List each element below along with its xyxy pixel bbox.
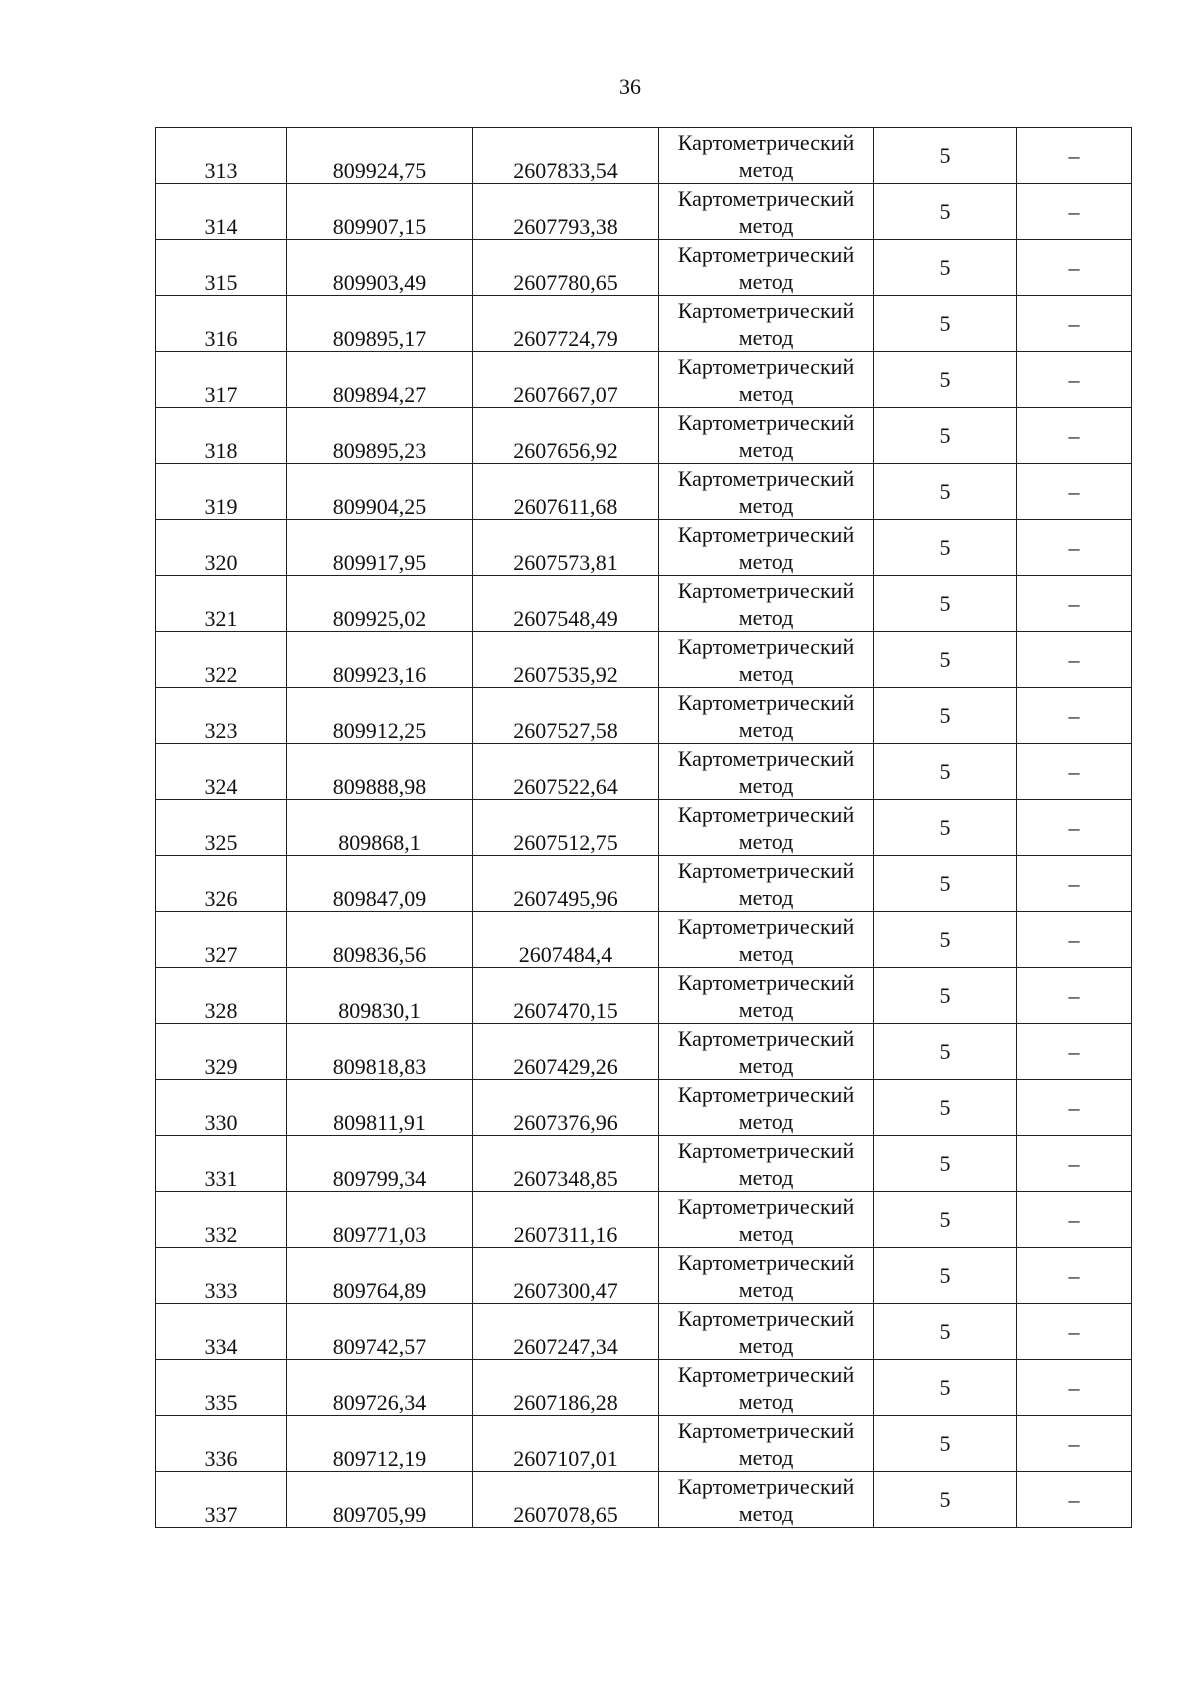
- y-coordinate-cell: 2607311,16: [473, 1192, 659, 1248]
- method-line-1: Картометрический: [677, 1249, 855, 1275]
- method-cell: [659, 632, 874, 688]
- point-number-cell: 337: [156, 1472, 287, 1528]
- table-row: [156, 1416, 1132, 1472]
- method-line-1: Картометрический: [677, 1193, 855, 1219]
- method-line-2: метод: [738, 1388, 794, 1414]
- page-number: 36: [619, 74, 641, 99]
- accuracy-cell: 5: [874, 1304, 1017, 1360]
- method-line-1: Картометрический: [677, 1473, 855, 1499]
- method-line-2: метод: [738, 324, 794, 350]
- method-line-2: метод: [738, 940, 794, 966]
- table-row: [156, 128, 1132, 184]
- accuracy-cell: 5: [874, 128, 1017, 184]
- y-coordinate-cell: 2607376,96: [473, 1080, 659, 1136]
- accuracy-cell: 5: [874, 464, 1017, 520]
- y-coordinate-cell: 2607548,49: [473, 576, 659, 632]
- x-coordinate-cell: 809904,25: [287, 464, 473, 520]
- method-line-2: метод: [738, 716, 794, 742]
- method-cell: [659, 464, 874, 520]
- table-row: [156, 1304, 1132, 1360]
- accuracy-cell: 5: [874, 1080, 1017, 1136]
- y-coordinate-cell: 2607667,07: [473, 352, 659, 408]
- method-line-1: Картометрический: [677, 577, 855, 603]
- table-row: [156, 408, 1132, 464]
- note-cell: –: [1017, 1024, 1132, 1080]
- method-cell: [659, 1472, 874, 1528]
- method-line-1: Картометрический: [677, 1137, 855, 1163]
- point-number-cell: 327: [156, 912, 287, 968]
- note-cell: –: [1017, 1080, 1132, 1136]
- accuracy-cell: 5: [874, 520, 1017, 576]
- accuracy-cell: 5: [874, 800, 1017, 856]
- note-cell: –: [1017, 128, 1132, 184]
- method-line-1: Картометрический: [677, 185, 855, 211]
- point-number-cell: 318: [156, 408, 287, 464]
- method-cell: [659, 856, 874, 912]
- table-row: [156, 912, 1132, 968]
- table-row: [156, 520, 1132, 576]
- table-row: [156, 632, 1132, 688]
- x-coordinate-cell: 809847,09: [287, 856, 473, 912]
- table-row: [156, 856, 1132, 912]
- method-cell: [659, 184, 874, 240]
- y-coordinate-cell: 2607078,65: [473, 1472, 659, 1528]
- method-cell: [659, 1304, 874, 1360]
- note-cell: –: [1017, 688, 1132, 744]
- note-cell: –: [1017, 1416, 1132, 1472]
- accuracy-cell: 5: [874, 408, 1017, 464]
- y-coordinate-cell: 2607522,64: [473, 744, 659, 800]
- method-cell: [659, 128, 874, 184]
- coordinates-table: [155, 127, 1132, 1528]
- table-row: [156, 296, 1132, 352]
- method-line-2: метод: [738, 380, 794, 406]
- method-cell: [659, 1024, 874, 1080]
- note-cell: –: [1017, 800, 1132, 856]
- method-cell: [659, 1416, 874, 1472]
- x-coordinate-cell: 809888,98: [287, 744, 473, 800]
- note-cell: –: [1017, 1192, 1132, 1248]
- accuracy-cell: 5: [874, 1472, 1017, 1528]
- point-number-cell: 325: [156, 800, 287, 856]
- table-row: [156, 352, 1132, 408]
- table-row: [156, 1136, 1132, 1192]
- x-coordinate-cell: 809907,15: [287, 184, 473, 240]
- accuracy-cell: 5: [874, 1248, 1017, 1304]
- method-line-1: Картометрический: [677, 465, 855, 491]
- accuracy-cell: 5: [874, 296, 1017, 352]
- x-coordinate-cell: 809895,23: [287, 408, 473, 464]
- x-coordinate-cell: 809912,25: [287, 688, 473, 744]
- x-coordinate-cell: 809836,56: [287, 912, 473, 968]
- method-line-1: Картометрический: [677, 297, 855, 323]
- method-line-2: метод: [738, 884, 794, 910]
- x-coordinate-cell: 809895,17: [287, 296, 473, 352]
- note-cell: –: [1017, 1136, 1132, 1192]
- method-line-1: Картометрический: [677, 969, 855, 995]
- note-cell: –: [1017, 520, 1132, 576]
- method-cell: [659, 1360, 874, 1416]
- method-line-1: Картометрический: [677, 801, 855, 827]
- point-number-cell: 331: [156, 1136, 287, 1192]
- y-coordinate-cell: 2607300,47: [473, 1248, 659, 1304]
- note-cell: –: [1017, 1304, 1132, 1360]
- method-line-1: Картометрический: [677, 745, 855, 771]
- y-coordinate-cell: 2607495,96: [473, 856, 659, 912]
- point-number-cell: 313: [156, 128, 287, 184]
- y-coordinate-cell: 2607573,81: [473, 520, 659, 576]
- table-row: [156, 1192, 1132, 1248]
- accuracy-cell: 5: [874, 1416, 1017, 1472]
- method-line-1: Картометрический: [677, 1025, 855, 1051]
- method-line-2: метод: [738, 1220, 794, 1246]
- note-cell: –: [1017, 632, 1132, 688]
- table-row: [156, 576, 1132, 632]
- y-coordinate-cell: 2607247,34: [473, 1304, 659, 1360]
- x-coordinate-cell: 809894,27: [287, 352, 473, 408]
- point-number-cell: 324: [156, 744, 287, 800]
- method-line-2: метод: [738, 1500, 794, 1526]
- method-cell: [659, 800, 874, 856]
- point-number-cell: 319: [156, 464, 287, 520]
- method-line-1: Картометрический: [677, 857, 855, 883]
- accuracy-cell: 5: [874, 352, 1017, 408]
- method-line-2: метод: [738, 828, 794, 854]
- point-number-cell: 320: [156, 520, 287, 576]
- method-cell: [659, 688, 874, 744]
- method-line-2: метод: [738, 660, 794, 686]
- method-line-2: метод: [738, 1332, 794, 1358]
- y-coordinate-cell: 2607724,79: [473, 296, 659, 352]
- method-line-2: метод: [738, 772, 794, 798]
- method-line-1: Картометрический: [677, 1305, 855, 1331]
- x-coordinate-cell: 809924,75: [287, 128, 473, 184]
- x-coordinate-cell: 809799,34: [287, 1136, 473, 1192]
- method-cell: [659, 1136, 874, 1192]
- method-line-1: Картометрический: [677, 521, 855, 547]
- method-cell: [659, 240, 874, 296]
- method-line-2: метод: [738, 1108, 794, 1134]
- method-cell: [659, 912, 874, 968]
- y-coordinate-cell: 2607780,65: [473, 240, 659, 296]
- method-cell: [659, 576, 874, 632]
- method-line-2: метод: [738, 996, 794, 1022]
- note-cell: –: [1017, 912, 1132, 968]
- note-cell: –: [1017, 1248, 1132, 1304]
- method-line-2: метод: [738, 156, 794, 182]
- accuracy-cell: 5: [874, 1136, 1017, 1192]
- x-coordinate-cell: 809917,95: [287, 520, 473, 576]
- point-number-cell: 333: [156, 1248, 287, 1304]
- method-cell: [659, 744, 874, 800]
- note-cell: –: [1017, 184, 1132, 240]
- y-coordinate-cell: 2607186,28: [473, 1360, 659, 1416]
- y-coordinate-cell: 2607793,38: [473, 184, 659, 240]
- note-cell: –: [1017, 240, 1132, 296]
- method-line-1: Картометрический: [677, 1417, 855, 1443]
- method-line-1: Картометрический: [677, 689, 855, 715]
- point-number-cell: 330: [156, 1080, 287, 1136]
- x-coordinate-cell: 809903,49: [287, 240, 473, 296]
- method-line-1: Картометрический: [677, 633, 855, 659]
- x-coordinate-cell: 809712,19: [287, 1416, 473, 1472]
- note-cell: –: [1017, 576, 1132, 632]
- x-coordinate-cell: 809830,1: [287, 968, 473, 1024]
- accuracy-cell: 5: [874, 912, 1017, 968]
- x-coordinate-cell: 809811,91: [287, 1080, 473, 1136]
- y-coordinate-cell: 2607527,58: [473, 688, 659, 744]
- method-line-2: метод: [738, 268, 794, 294]
- method-line-2: метод: [738, 1276, 794, 1302]
- accuracy-cell: 5: [874, 688, 1017, 744]
- accuracy-cell: 5: [874, 968, 1017, 1024]
- y-coordinate-cell: 2607484,4: [473, 912, 659, 968]
- y-coordinate-cell: 2607512,75: [473, 800, 659, 856]
- method-line-1: Картометрический: [677, 1081, 855, 1107]
- method-line-1: Картометрический: [677, 409, 855, 435]
- point-number-cell: 326: [156, 856, 287, 912]
- method-line-2: метод: [738, 548, 794, 574]
- method-line-1: Картометрический: [677, 241, 855, 267]
- method-line-2: метод: [738, 1164, 794, 1190]
- note-cell: –: [1017, 352, 1132, 408]
- point-number-cell: 321: [156, 576, 287, 632]
- method-line-1: Картометрический: [677, 353, 855, 379]
- note-cell: –: [1017, 296, 1132, 352]
- y-coordinate-cell: 2607107,01: [473, 1416, 659, 1472]
- method-line-2: метод: [738, 1052, 794, 1078]
- table-row: [156, 1248, 1132, 1304]
- point-number-cell: 336: [156, 1416, 287, 1472]
- method-line-2: метод: [738, 436, 794, 462]
- accuracy-cell: 5: [874, 184, 1017, 240]
- x-coordinate-cell: 809923,16: [287, 632, 473, 688]
- accuracy-cell: 5: [874, 856, 1017, 912]
- method-cell: [659, 408, 874, 464]
- x-coordinate-cell: 809726,34: [287, 1360, 473, 1416]
- method-line-1: Картометрический: [677, 1361, 855, 1387]
- table-row: [156, 464, 1132, 520]
- x-coordinate-cell: 809705,99: [287, 1472, 473, 1528]
- table-row: [156, 744, 1132, 800]
- method-cell: [659, 352, 874, 408]
- method-cell: [659, 296, 874, 352]
- y-coordinate-cell: 2607535,92: [473, 632, 659, 688]
- note-cell: –: [1017, 464, 1132, 520]
- table-row: [156, 1472, 1132, 1528]
- accuracy-cell: 5: [874, 576, 1017, 632]
- method-line-1: Картометрический: [677, 129, 855, 155]
- accuracy-cell: 5: [874, 1360, 1017, 1416]
- method-cell: [659, 1080, 874, 1136]
- method-line-2: метод: [738, 1444, 794, 1470]
- note-cell: –: [1017, 1472, 1132, 1528]
- method-line-2: метод: [738, 604, 794, 630]
- note-cell: –: [1017, 408, 1132, 464]
- y-coordinate-cell: 2607833,54: [473, 128, 659, 184]
- point-number-cell: 314: [156, 184, 287, 240]
- table-row: [156, 968, 1132, 1024]
- accuracy-cell: 5: [874, 1192, 1017, 1248]
- table-row: [156, 800, 1132, 856]
- table-row: [156, 688, 1132, 744]
- point-number-cell: 316: [156, 296, 287, 352]
- x-coordinate-cell: 809818,83: [287, 1024, 473, 1080]
- note-cell: –: [1017, 856, 1132, 912]
- coordinates-table-body: [156, 128, 1132, 1528]
- table-row: [156, 1024, 1132, 1080]
- y-coordinate-cell: 2607470,15: [473, 968, 659, 1024]
- x-coordinate-cell: 809868,1: [287, 800, 473, 856]
- point-number-cell: 323: [156, 688, 287, 744]
- y-coordinate-cell: 2607611,68: [473, 464, 659, 520]
- x-coordinate-cell: 809764,89: [287, 1248, 473, 1304]
- method-line-1: Картометрический: [677, 913, 855, 939]
- x-coordinate-cell: 809771,03: [287, 1192, 473, 1248]
- note-cell: –: [1017, 968, 1132, 1024]
- x-coordinate-cell: 809742,57: [287, 1304, 473, 1360]
- note-cell: –: [1017, 1360, 1132, 1416]
- method-line-2: метод: [738, 492, 794, 518]
- table-row: [156, 184, 1132, 240]
- point-number-cell: 315: [156, 240, 287, 296]
- accuracy-cell: 5: [874, 632, 1017, 688]
- y-coordinate-cell: 2607429,26: [473, 1024, 659, 1080]
- note-cell: –: [1017, 744, 1132, 800]
- x-coordinate-cell: 809925,02: [287, 576, 473, 632]
- accuracy-cell: 5: [874, 1024, 1017, 1080]
- method-cell: [659, 968, 874, 1024]
- point-number-cell: 332: [156, 1192, 287, 1248]
- method-cell: [659, 1192, 874, 1248]
- point-number-cell: 317: [156, 352, 287, 408]
- point-number-cell: 335: [156, 1360, 287, 1416]
- table-row: [156, 1080, 1132, 1136]
- point-number-cell: 328: [156, 968, 287, 1024]
- point-number-cell: 334: [156, 1304, 287, 1360]
- method-cell: [659, 520, 874, 576]
- method-cell: [659, 1248, 874, 1304]
- table-row: [156, 1360, 1132, 1416]
- table-row: [156, 240, 1132, 296]
- method-line-2: метод: [738, 212, 794, 238]
- accuracy-cell: 5: [874, 240, 1017, 296]
- y-coordinate-cell: 2607348,85: [473, 1136, 659, 1192]
- accuracy-cell: 5: [874, 744, 1017, 800]
- y-coordinate-cell: 2607656,92: [473, 408, 659, 464]
- point-number-cell: 329: [156, 1024, 287, 1080]
- point-number-cell: 322: [156, 632, 287, 688]
